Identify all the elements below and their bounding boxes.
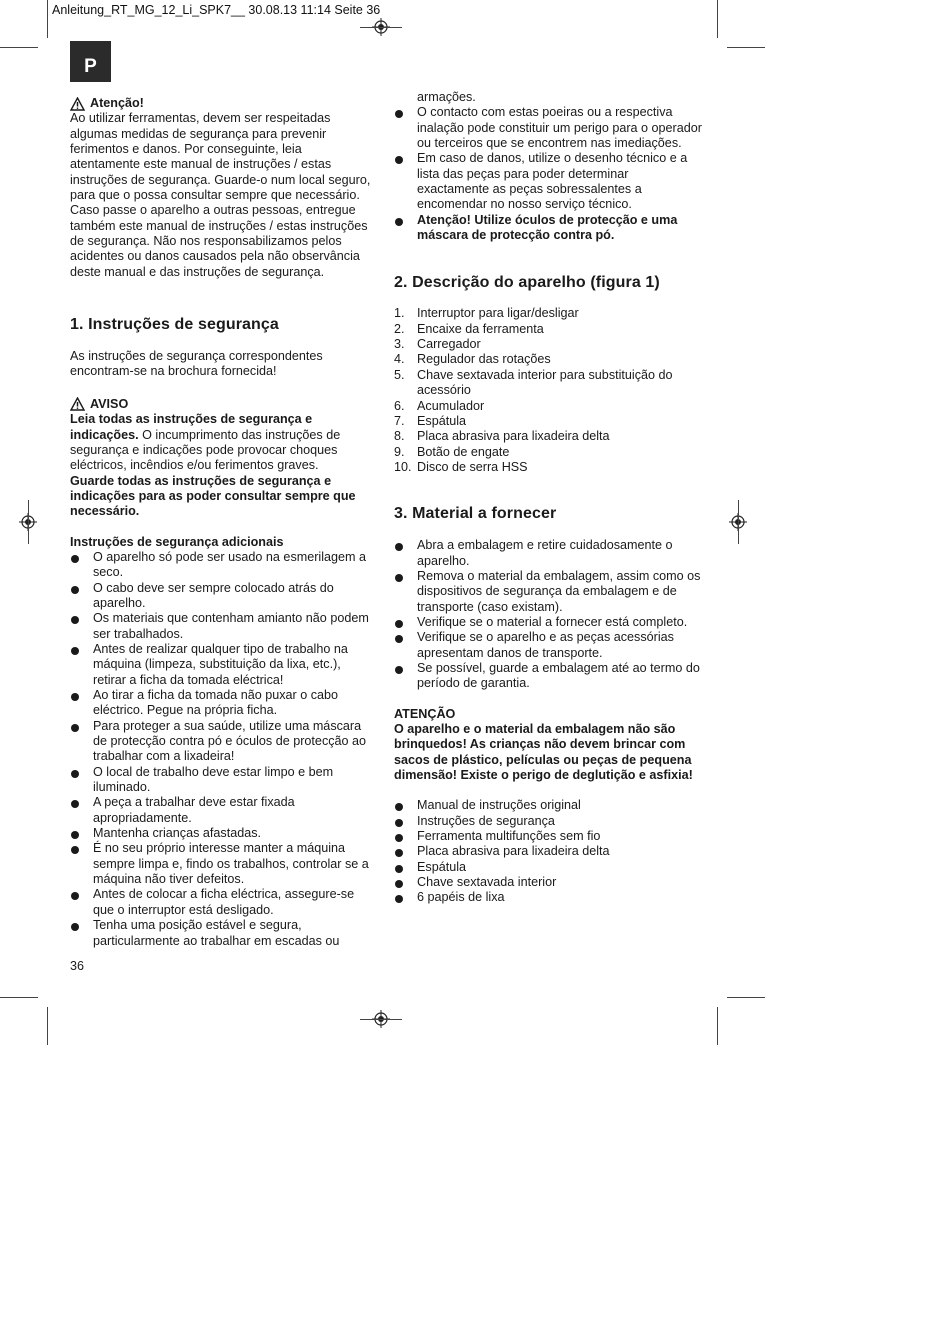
item-text: Carregador bbox=[417, 337, 481, 352]
item-text: Chave sextavada interior para substituição do acessório bbox=[417, 367, 673, 398]
item-number: 4. bbox=[394, 352, 405, 367]
list-item: Manual de instruções original bbox=[394, 798, 704, 813]
list-item bbox=[394, 306, 704, 321]
list-item: Os materiais que contenham amianto não podem ser trabalhados. bbox=[70, 611, 375, 642]
aviso-text: O incumprimento das instruções de segurança e indicações pode provocar choques eléctricos, incêndios e/ou ferimentos graves. bbox=[70, 427, 341, 473]
print-slug: Anleitung_RT_MG_12_Li_SPK7__ 30.08.13 11:14 Seite 36 bbox=[52, 3, 381, 17]
list-item: Placa abrasiva para lixadeira delta bbox=[394, 844, 704, 859]
warning-triangle-icon bbox=[70, 397, 85, 411]
list-item: Mantenha crianças afastadas. bbox=[70, 826, 375, 841]
list-item: O cabo deve ser sempre colocado atrás do aparelho. bbox=[70, 581, 375, 612]
list-item: Ao tirar a ficha da tomada não puxar o cabo eléctrico. Pegue na própria ficha. bbox=[70, 688, 375, 719]
continued-text: armações. bbox=[417, 90, 476, 104]
item-number: 6. bbox=[394, 398, 405, 413]
item-text: Botão de engate bbox=[417, 444, 510, 459]
aviso-heading: AVISO bbox=[90, 396, 129, 411]
list-item: Chave sextavada interior bbox=[394, 875, 704, 890]
item-text: Acumulador bbox=[417, 398, 485, 413]
crop-mark bbox=[47, 0, 48, 38]
crop-mark bbox=[0, 997, 38, 998]
list-item: Abra a embalagem e retire cuidadosamente o aparelho. bbox=[394, 538, 704, 569]
list-item bbox=[394, 352, 704, 367]
list-item: Se possível, guarde a embalagem até ao termo do período de garantia. bbox=[394, 661, 704, 692]
list-item bbox=[394, 414, 704, 429]
list-item bbox=[394, 429, 704, 444]
list-item: Espátula bbox=[394, 860, 704, 875]
attention-paragraph: Ao utilizar ferramentas, devem ser respeitadas algumas medidas de segurança para prevenir ferimentos e danos. Por conseguinte, leia atentamente este manual de instruções / estas instruções de segurança. Guarde-o num local seguro, para que o possa consultar sempre que necessário. Caso passe o aparelho a outras pessoas, entregue também este manual de instruções / estas instruções de segurança. Não nos responsabilizamos pelos acidentes ou danos causados pela não observância deste manual e das instruções de segurança. bbox=[70, 111, 371, 279]
list-item: Remova o material da embalagem, assim como os dispositivos de segurança da embalagem e de transporte (caso existam). bbox=[394, 569, 704, 615]
registration-line bbox=[360, 27, 402, 28]
registration-line bbox=[360, 1019, 402, 1020]
aviso-bold-keep: Guarde todas as instruções de segurança e indicações para as poder consultar sempre que necessário. bbox=[70, 473, 356, 519]
list-item: Tenha uma posição estável e segura, particularmente ao trabalhar em escadas ou bbox=[70, 918, 375, 949]
crop-mark bbox=[717, 1007, 718, 1045]
crop-mark bbox=[727, 997, 765, 998]
warning-triangle-icon bbox=[70, 97, 85, 111]
item-text: Encaixe da ferramenta bbox=[417, 321, 544, 336]
additional-safety-heading: Instruções de segurança adicionais bbox=[70, 534, 284, 549]
item-number: 7. bbox=[394, 413, 405, 428]
right-column bbox=[394, 90, 704, 906]
aviso-bold-lead: Leia todas as instruções de segurança e indicações. bbox=[70, 412, 313, 442]
list-item: Antes de colocar a ficha eléctrica, assegure-se que o interruptor está desligado. bbox=[70, 887, 375, 918]
item-number: 1. bbox=[394, 306, 405, 321]
list-item: Em caso de danos, utilize o desenho técnico e a lista das peças para poder determinar exactamente as peças sobressalentes a encomendar no nosso serviço técnico. bbox=[394, 151, 704, 212]
item-number: 2. bbox=[394, 321, 405, 336]
attention-heading-row bbox=[70, 96, 375, 111]
item-text: Placa abrasiva para lixadeira delta bbox=[417, 429, 610, 444]
left-column bbox=[70, 96, 375, 949]
list-item: Para proteger a sua saúde, utilize uma máscara de protecção contra pó e óculos de protecção ao trabalhar com a lixadeira! bbox=[70, 719, 375, 765]
unpacking-steps bbox=[394, 538, 704, 691]
section-1-paragraph: As instruções de segurança correspondentes encontram-se na brochura fornecida! bbox=[70, 349, 323, 379]
list-item: Ferramenta multifunções sem fio bbox=[394, 829, 704, 844]
item-number: 5. bbox=[394, 367, 405, 382]
page-number: 36 bbox=[70, 959, 85, 973]
list-item: Antes de realizar qualquer tipo de trabalho na máquina (limpeza, substituição da lixa, etc.), retirar a ficha da tomada eléctrica! bbox=[70, 642, 375, 688]
list-item bbox=[394, 445, 704, 460]
list-item: Verifique se o material a fornecer está completo. bbox=[394, 615, 704, 630]
list-item: O contacto com estas poeiras ou a respectiva inalação pode constituir um perigo para o operador ou terceiros que se encontrem nas imediações. bbox=[394, 105, 704, 151]
language-tab: P bbox=[70, 41, 111, 82]
additional-safety-list bbox=[70, 550, 375, 949]
list-item bbox=[394, 368, 704, 399]
item-text: Interruptor para ligar/desligar bbox=[417, 306, 579, 321]
item-number: 3. bbox=[394, 337, 405, 352]
crop-mark bbox=[717, 0, 718, 38]
list-item: É no seu próprio interesse manter a máquina sempre limpa e, findo os trabalhos, controlar se a máquina não tiver defeitos. bbox=[70, 841, 375, 887]
aviso-paragraph bbox=[70, 412, 375, 473]
section-2-title: 2. Descrição do aparelho (figura 1) bbox=[394, 274, 660, 292]
crop-mark bbox=[0, 47, 38, 48]
item-number: 10. bbox=[394, 459, 412, 474]
atencao-paragraph: O aparelho e o material da embalagem não são brinquedos! As crianças não devem brincar com sacos de plástico, películas ou peças de pequena dimensão! Existe o perigo de deglutição e asfixia! bbox=[394, 722, 693, 783]
registration-line bbox=[738, 500, 739, 544]
list-item: O local de trabalho deve estar limpo e bem iluminado. bbox=[70, 765, 375, 796]
registration-line bbox=[28, 500, 29, 544]
crop-mark bbox=[727, 47, 765, 48]
list-item bbox=[394, 322, 704, 337]
dust-list bbox=[394, 105, 704, 243]
attention-heading: Atenção! bbox=[90, 96, 144, 110]
crop-mark bbox=[47, 1007, 48, 1045]
item-number: 8. bbox=[394, 429, 405, 444]
list-item bbox=[394, 399, 704, 414]
list-item bbox=[394, 337, 704, 352]
item-text: Espátula bbox=[417, 413, 467, 428]
list-item: Verifique se o aparelho e as peças acessórias apresentam danos de transporte. bbox=[394, 630, 704, 661]
section-1-title: 1. Instruções de segurança bbox=[70, 316, 279, 334]
item-text: Disco de serra HSS bbox=[417, 459, 528, 474]
list-item: Instruções de segurança bbox=[394, 814, 704, 829]
item-text: Regulador das rotações bbox=[417, 352, 551, 367]
list-item: O aparelho só pode ser usado na esmerilagem a seco. bbox=[70, 550, 375, 581]
contents-list bbox=[394, 798, 704, 905]
list-item: Atenção! Utilize óculos de protecção e uma máscara de protecção contra pó. bbox=[394, 213, 704, 244]
atencao-heading: ATENÇÃO bbox=[394, 706, 456, 721]
list-item: 6 papéis de lixa bbox=[394, 890, 704, 905]
aviso-heading-row bbox=[70, 397, 375, 412]
section-3-title: 3. Material a fornecer bbox=[394, 505, 557, 523]
item-number: 9. bbox=[394, 444, 405, 459]
list-item: A peça a trabalhar deve estar fixada apropriadamente. bbox=[70, 795, 375, 826]
parts-list bbox=[394, 306, 704, 475]
list-item bbox=[394, 460, 704, 475]
